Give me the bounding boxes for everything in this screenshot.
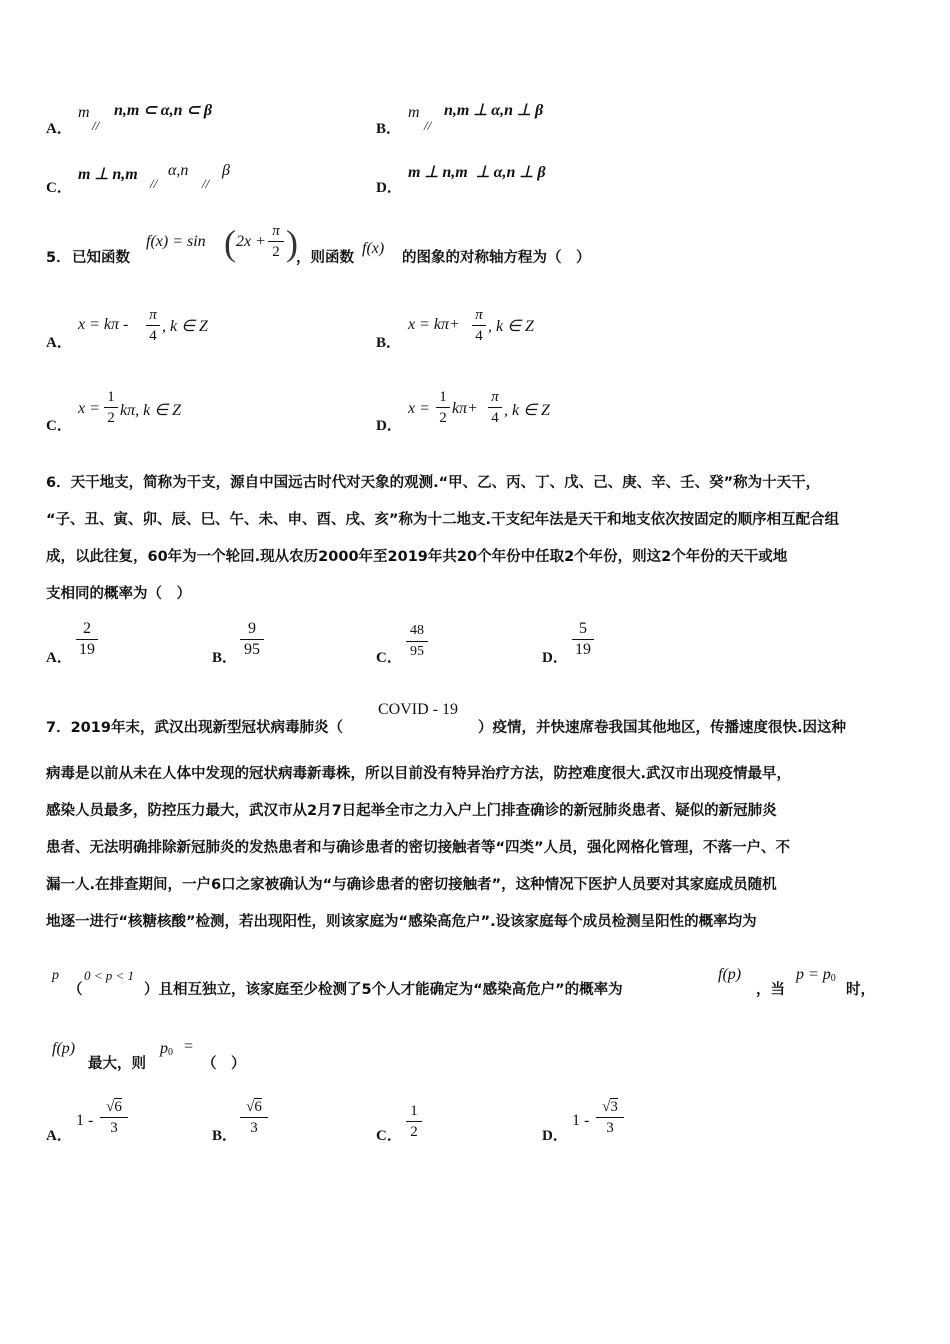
q7-option-c-num: 1 (410, 1103, 418, 1119)
q6-option-a-frac (76, 620, 98, 659)
q6-line-1: 6．天干地支，简称为干支，源自中国远古时代对天象的观测.“甲、乙、丙、丁、戊、己、庚、辛、壬、癸”称为十天干， (46, 475, 821, 491)
q7-p0 (160, 1040, 173, 1058)
q7-line-1b: ）疫情，并快速席卷我国其他地区，传播速度很快.因这种 (478, 720, 847, 736)
q4-option-c-parallel-2: // (202, 176, 210, 191)
q7-option-d-label: D． (542, 1128, 568, 1144)
q4-option-b-expr: n,m ⊥ α,n ⊥ β (444, 102, 544, 119)
q5-option-b-label: B． (376, 335, 402, 351)
q7-p-eq: p = p (796, 966, 831, 983)
q7-p0-subscript: 0 (830, 973, 836, 984)
q6-option-d-frac (572, 620, 594, 659)
q5-pi-over-2 (268, 222, 284, 261)
q7-condition: 0 < p < 1 (84, 968, 135, 983)
q7-line-2: 病毒是以前从未在人体中发现的冠状病毒新毒株，所以目前没有特异治疗方法，防控难度很大.武汉市出现疫情最早， (46, 766, 792, 782)
q5-option-d-frac-1 (436, 388, 450, 427)
q5-option-d-lhs: x = (408, 400, 430, 417)
q6-option-b-label: B． (212, 650, 238, 666)
q7-p0-sub: 0 (168, 1047, 173, 1058)
q5-option-a-den: 4 (149, 328, 157, 344)
q5-option-a-lhs: x = kπ - (78, 316, 129, 333)
q7-option-b-den: 3 (250, 1120, 258, 1136)
q4-option-c-expr-b: α,n (168, 162, 189, 179)
q5-option-b-tail: , k ∈ Z (488, 318, 534, 335)
q7-option-d-den: 3 (606, 1120, 614, 1136)
q7-option-d-pre: 1 - (572, 1112, 590, 1129)
q5-option-a-tail: , k ∈ Z (162, 318, 208, 335)
q7-option-a-sqrt: √6 (106, 1099, 122, 1115)
q7-answer-paren: （ ） (202, 1056, 246, 1072)
q4-option-a-expr: n,m ⊂ α,n ⊂ β (114, 102, 213, 119)
q5-option-b-frac (472, 306, 486, 345)
q6-option-a-label: A． (46, 650, 72, 666)
q4-option-b-m: m (408, 104, 420, 121)
q5-pi: π (272, 223, 280, 239)
q4-option-c-parallel-1: // (150, 176, 158, 191)
q7-option-d-frac (596, 1098, 624, 1137)
q6-option-c-frac (406, 622, 428, 661)
q5-option-d-num-2: π (491, 389, 499, 405)
q5-intro: 已知函数 (72, 250, 130, 266)
q7-line-1a: 7．2019年末，武汉出现新型冠状病毒肺炎（ (46, 720, 343, 736)
q5-option-a-num: π (149, 307, 157, 323)
q4-option-d-label: D． (376, 180, 402, 196)
q4-option-c-expr-a: m ⊥ n,m (78, 166, 138, 183)
q6-line-3: 成，以此往复，60年为一个轮回.现从农历2000年至2019年共20个年份中任取2个年份，则这2个年份的天干或地 (46, 549, 788, 565)
q7-option-a-label: A． (46, 1128, 72, 1144)
q5-number: 5． (46, 250, 71, 266)
q5-option-b-num: π (475, 307, 483, 323)
q7-option-b-radicand: 6 (254, 1099, 262, 1115)
q4-option-b-parallel: // (424, 118, 432, 133)
q5-func-inner: 2x + (236, 233, 266, 250)
q6-stem (46, 465, 908, 613)
q7-option-a-frac (100, 1098, 128, 1137)
q7-fp-2: f(p) (52, 1040, 76, 1057)
q6-option-b-frac (240, 620, 264, 659)
q5-tail: 的图象的对称轴方程为（ ） (402, 250, 591, 266)
q5-option-c-lhs: x = (78, 400, 100, 417)
q7-option-c-den: 2 (410, 1124, 418, 1140)
q5-option-d-den-1: 2 (439, 410, 447, 426)
q7-option-d-radicand: 3 (610, 1099, 618, 1115)
q7-option-b-sqrt: √6 (246, 1099, 262, 1115)
q4-option-c-label: C． (46, 180, 72, 196)
q7-p0-letter: p (160, 1040, 168, 1057)
q5-right-paren: ) (286, 223, 298, 263)
q5-option-c-tail: kπ, k ∈ Z (120, 402, 182, 419)
q7-line-5: 漏一人.在排查期间，一户6口之家被确认为“与确诊患者的密切接触者”，这种情况下医护人员要对其家庭成员随机 (46, 877, 777, 893)
q5-left-paren: ( (224, 223, 236, 263)
q5-option-d-label: D． (376, 418, 402, 434)
q6-option-d-den: 19 (575, 641, 591, 658)
q5-func-lhs: f(x) = sin (146, 233, 206, 250)
q7-option-a-den: 3 (110, 1120, 118, 1136)
q5-option-c-label: C． (46, 418, 72, 434)
q4-option-d-expr: m ⊥ n,m ⊥ α,n ⊥ β (408, 164, 546, 181)
q5-fx: f(x) (362, 240, 385, 257)
q7-p-eq-p0 (796, 966, 836, 984)
q5-mid: ，则函数 (296, 250, 354, 266)
q5-option-d-num-1: 1 (439, 389, 447, 405)
q5-option-c-frac (104, 388, 118, 427)
q7-option-a-radicand: 6 (114, 1099, 122, 1115)
q7-option-c-frac (406, 1102, 422, 1141)
q6-option-d-num: 5 (579, 620, 587, 637)
q7-option-b-frac (240, 1098, 268, 1137)
q5-two: 2 (272, 244, 280, 260)
q7-cond-text: ）且相互独立，该家庭至少检测了5个人才能确定为“感染高危户”的概率为 (144, 982, 623, 998)
q7-when: ，当 (756, 982, 785, 998)
q7-equals: = (184, 1038, 194, 1055)
q7-shi: 时， (846, 982, 875, 998)
q5-option-d-den-2: 4 (491, 410, 499, 426)
q5-option-b-den: 4 (475, 328, 483, 344)
q7-option-b-label: B． (212, 1128, 238, 1144)
q7-line-6: 地逐一进行“核糖核酸”检测，若出现阳性，则该家庭为“感染高危户”.设该家庭每个成员检测呈阳性的概率均为 (46, 914, 757, 930)
q6-line-4: 支相同的概率为（ ） (46, 586, 191, 602)
q5-option-d-tail: , k ∈ Z (504, 402, 550, 419)
q6-option-b-den: 95 (244, 641, 260, 658)
q6-option-b-num: 9 (248, 620, 256, 637)
q5-option-a-label: A． (46, 335, 72, 351)
q6-option-d-label: D． (542, 650, 568, 666)
q6-option-a-num: 2 (83, 620, 91, 637)
q6-option-c-label: C． (376, 650, 402, 666)
q4-option-c-beta: β (222, 162, 230, 179)
q7-option-a-pre: 1 - (76, 1112, 94, 1129)
q4-option-a-m: m (78, 104, 90, 121)
q7-covid: COVID - 19 (378, 701, 458, 718)
q7-p: p (52, 968, 59, 983)
q5-option-d-frac-2 (488, 388, 502, 427)
q6-option-a-den: 19 (79, 641, 95, 658)
q7-line-4: 患者、无法明确排除新冠肺炎的发热患者和与确诊患者的密切接触者等“四类”人员，强化网格化管理，不落一户、不 (46, 840, 791, 856)
q6-option-c-num: 48 (410, 623, 424, 638)
q7-option-c-label: C． (376, 1128, 402, 1144)
q5-option-c-num: 1 (107, 389, 115, 405)
q7-fp: f(p) (718, 966, 742, 983)
q5-option-c-den: 2 (107, 410, 115, 426)
q7-open-paren: （ (68, 982, 83, 998)
q7-option-d-sqrt: √3 (602, 1099, 618, 1115)
q5-option-d-mid: kπ+ (452, 400, 478, 417)
q7-stem (46, 756, 908, 941)
q4-option-a-label: A． (46, 121, 72, 137)
q7-max-text: 最大，则 (88, 1056, 146, 1072)
q6-line-2: “子、丑、寅、卯、辰、巳、午、未、申、酉、戌、亥”称为十二地支.干支纪年法是天干和地支依次按固定的顺序相互配合组 (46, 512, 840, 528)
q5-option-a-frac (146, 306, 160, 345)
q6-option-c-den: 95 (410, 644, 424, 659)
q4-option-a-parallel: // (92, 118, 100, 133)
q5-option-b-lhs: x = kπ+ (408, 316, 460, 333)
q4-option-b-label: B． (376, 121, 402, 137)
q7-line-3: 感染人员最多，防控压力最大，武汉市从2月7日起举全市之力入户上门排查确诊的新冠肺炎患者、疑似的新冠肺炎 (46, 803, 777, 819)
